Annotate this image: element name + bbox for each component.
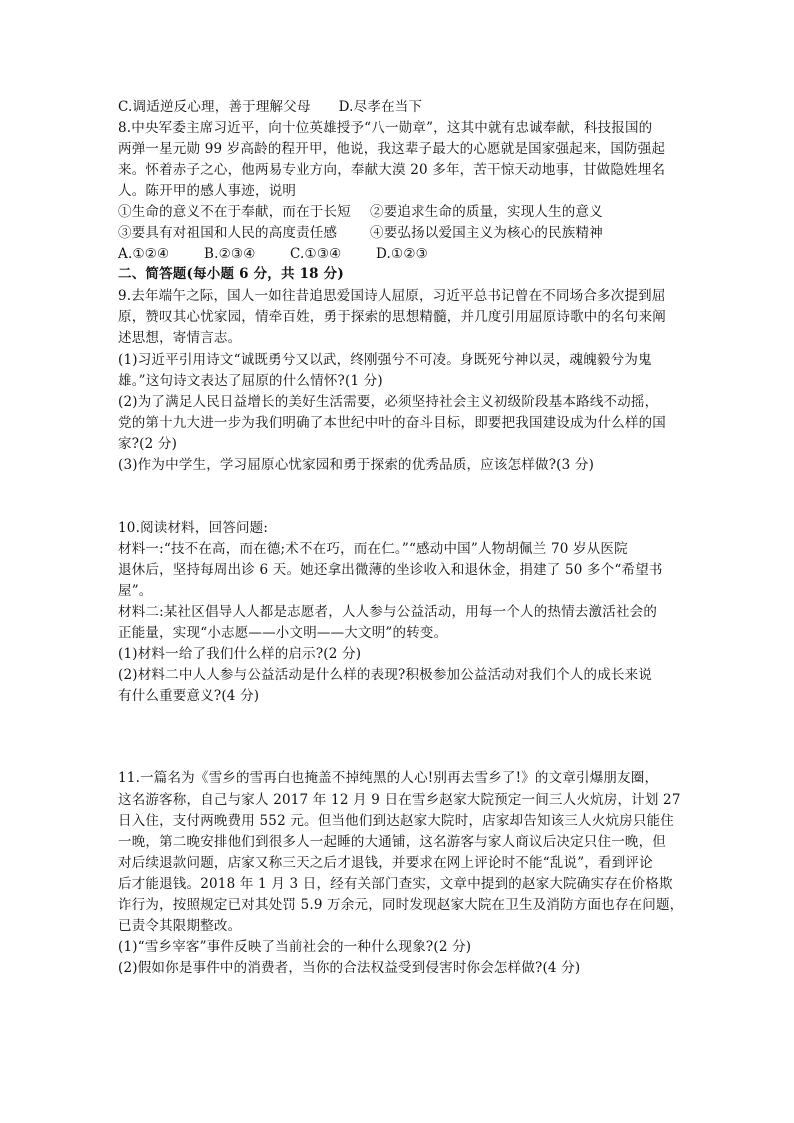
q10-line: 材料一:“技不在高，而在德;术不在巧，而在仁。”“感动中国”人物胡佩兰 70 岁从医院 [118,541,628,557]
q11-line: (2)假如你是事件中的消费者，当你的合法权益受到侵害时你会怎样做?(4 分) [118,960,581,976]
q11-line: 日入住，支付两晚费用 552 元。但当他们到达赵家大院时，店家却告知该三人火炕房只能住 [118,813,674,829]
q8-line: 来。怀着赤子之心，他两易专业方向，奉献大漠 20 多年，苦干惊天动地事，甘做隐姓埋名 [118,162,666,178]
q7-option-d: D.尽孝在当下 [338,99,423,115]
q11-line: 对后续退款问题，店家又称三天之后才退钱，并要求在网上评论时不能“乱说”，看到评论 [118,855,653,871]
q11-line: (1)“雪乡宰客”事件反映了当前社会的一种什么现象?(2 分) [118,939,472,955]
q8-statements-row [118,202,603,222]
q9-line: 原，赞叹其心忧家园，情牵百姓，勇于探索的思想精髓，并几度引用屈原诗歌中的名句来阐 [118,309,666,325]
q8-answer-d: D.①②③ [376,246,428,262]
q11-line: 已责令其限期整改。 [118,918,242,934]
q9-line: 雄。”这句诗文表达了屈原的什么情怀?(1 分) [118,373,383,389]
q8-line: 人。陈开甲的感人事迹，说明 [118,183,297,199]
q9-line: (1)习近平引用诗文“诚既勇兮又以武，终刚强兮不可凌。身既死兮神以灵，魂魄毅兮为鬼 [118,352,652,368]
q10-line: (1)材料一给了我们什么样的启示?(2 分) [118,646,362,662]
q8-line: 8.中央军委主席习近平，向十位英雄授予“八一勋章”，这其中就有忠诚奉献，科技报国的 [118,120,653,136]
q10-line: 有什么重要意义?(4 分) [118,688,260,704]
q8-statement-2: ②要追求生命的质量，实现人生的意义 [370,204,603,220]
q9-line: (2)为了满足人民日益增长的美好生活需要，必须坚持社会主义初级阶段基本路线不动摇， [118,394,659,410]
section-heading: 二、简答题(每小题 6 分，共 18 分) [118,266,344,282]
q7-option-c: C.调适逆反心理，善于理解父母 [118,99,311,115]
q9-line: 家?(2 分) [118,436,178,452]
q8-statement-4: ④要弘扬以爱国主义为核心的民族精神 [370,225,603,241]
q8-statements-row [118,223,603,243]
q8-statement-1: ①生命的意义不在于奉献，而在于长短 [118,204,351,220]
q8-answer-c: C.①③④ [290,246,342,262]
q9-line: 述思想，寄情言志。 [118,330,242,346]
q8-answer-a: A.①②④ [118,246,170,262]
q10-line: 10.阅读材料，回答问题: [118,520,269,536]
q8-answer-b: B.②③④ [204,246,256,262]
q11-line: 11.一篇名为《雪乡的雪再白也掩盖不掉纯黑的人心!别再去雪乡了!》的文章引爆朋友圈， [118,770,659,786]
q8-statement-3: ③要具有对祖国和人民的高度责任感 [118,225,338,241]
q11-line: 这名游客称，自己与家人 2017 年 12 月 9 日在雪乡赵家大院预定一间三人火炕房，计划 27 [118,792,681,808]
q11-line: 一晚，第二晚安排他们到很多人一起睡的大通铺，这名游客与家人商议后决定只住一晚，但 [118,834,666,850]
q9-line: (3)作为中学生，学习屈原心忧家园和勇于探索的优秀品质，应该怎样做?(3 分) [118,457,595,473]
q9-line: 9.去年端午之际，国人一如往昔追思爱国诗人屈原，习近平总书记曾在不同场合多次提到屈 [118,288,666,304]
q10-line: 屋”。 [118,583,153,599]
q11-line: 诈行为，按照规定已对其处罚 5.9 万余元，同时发现赵家大院在卫生及消防方面也存在问题， [118,897,684,913]
q10-line: 正能量，实现“小志愿——小文明——大文明”的转变。 [118,625,448,641]
q9-line: 党的第十九大进一步为我们明确了本世纪中叶的奋斗目标，即要把我国建设成为什么样的国 [118,415,666,431]
q8-line: 两弹一星元勋 99 岁高龄的程开甲，他说，我这辈子最大的心愿就是国家强起来，国防强起 [118,141,666,157]
q11-line: 后才能退钱。2018 年 1 月 3 日，经有关部门查实，文章中提到的赵家大院确实存在价格欺 [118,876,673,892]
q10-line: 材料二:某社区倡导人人都是志愿者，人人参与公益活动，用每一个人的热情去激活社会的 [118,604,658,620]
q7-options [118,97,422,117]
q8-answers [118,244,428,264]
q10-line: (2)材料二中人人参与公益活动是什么样的表现?积极参加公益活动对我们个人的成长来说 [118,667,653,683]
q10-line: 退休后，坚持每周出诊 6 天。她还拿出微薄的坐诊收入和退休金，捐建了 50 多个“希望书 [118,562,663,578]
